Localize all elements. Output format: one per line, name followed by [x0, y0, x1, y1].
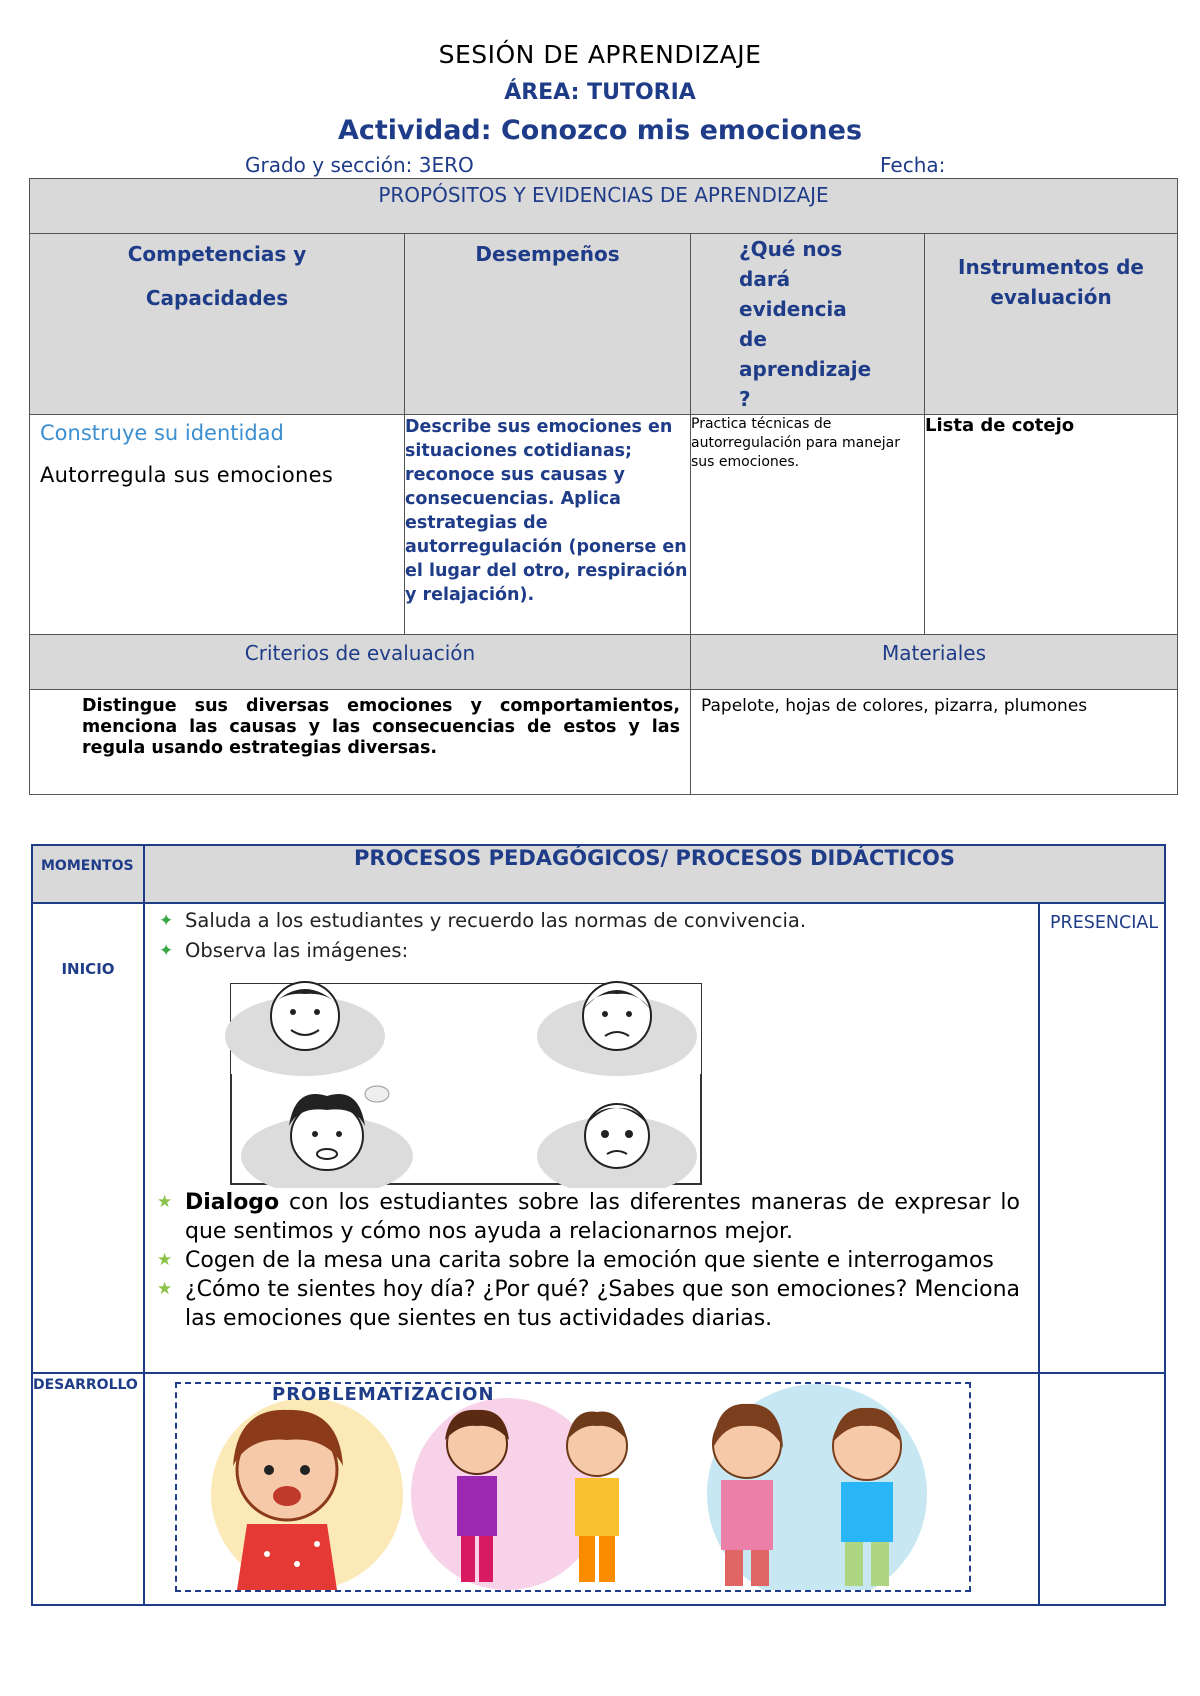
- criteria-header: Criterios de evaluación: [30, 635, 691, 690]
- instrument-text: Lista de cotejo: [925, 415, 1178, 635]
- session-title: SESIÓN DE APRENDIZAJE: [438, 40, 762, 69]
- inicio-activities: [145, 1188, 1020, 1333]
- emotion-faces-illustration: [207, 976, 735, 1188]
- moments-header: MOMENTOS: [32, 845, 144, 903]
- star-bullet-icon: ✦: [159, 911, 174, 931]
- process-table: [31, 844, 1166, 1606]
- activity-title: Actividad: Conozco mis emociones: [337, 115, 863, 146]
- purposes-title: PROPÓSITOS Y EVIDENCIAS DE APRENDIZAJE: [30, 179, 1178, 234]
- problematization-heading: PROBLEMATIZACION: [272, 1384, 495, 1405]
- criteria-text: Distingue sus diversas emociones y comportamientos, menciona las causas y las consecuencias de estos y las regula usando estrategias diversas.: [30, 690, 691, 795]
- evidence-header: ¿Qué nos dará evidencia de aprendizaje ?: [691, 234, 925, 415]
- grade-section: Grado y sección: 3ERO: [245, 153, 474, 177]
- conflict-children-image: [175, 1382, 971, 1592]
- materials-header: Materiales: [691, 635, 1178, 690]
- competency-cell: [30, 415, 405, 635]
- inicio-steps: [145, 906, 1038, 966]
- instruments-header: Instrumentos de evaluación: [925, 234, 1178, 415]
- angry-face-icon: [241, 1086, 413, 1188]
- modality-text: PRESENCIAL: [1039, 903, 1165, 1373]
- list-item: ★ Dialogo con los estudiantes sobre las diferentes maneras de expresar lo que sentimos y cómo nos ayuda a relacionarnos mejor.: [157, 1190, 1020, 1244]
- list-item: ✦ Observa las imágenes:: [145, 936, 1038, 966]
- emotion-faces-image: [207, 976, 735, 1188]
- competencies-header-line2: Capacidades: [145, 286, 289, 310]
- star-bullet-icon: ★: [157, 1279, 173, 1299]
- performance-text: Describe sus emociones en situaciones cotidianas; reconoce sus causas y consecuencias. Aplica estrategias de autorregulación (ponerse en el lugar del otro, respiración y relajación).: [405, 415, 691, 635]
- list-item: ✦ Saluda a los estudiantes y recuerdo las normas de convivencia.: [145, 906, 1038, 936]
- competencies-header: [30, 234, 405, 415]
- date-label: Fecha:: [880, 153, 946, 177]
- star-bullet-icon: ✦: [159, 941, 174, 961]
- desarrollo-label: DESARROLLO: [32, 1373, 144, 1605]
- list-item: ★ ¿Cómo te sientes hoy día? ¿Por qué? ¿Sabes que son emociones? Menciona las emociones que sientes en tus actividades diarias.: [157, 1277, 1020, 1331]
- evidence-text: Practica técnicas de autorregulación para manejar sus emociones.: [691, 415, 925, 635]
- area-title: ÁREA: TUTORIA: [504, 80, 696, 105]
- capacity-name: Autorregula sus emociones: [40, 463, 334, 487]
- star-bullet-icon: ★: [157, 1192, 173, 1212]
- star-bullet-icon: ★: [157, 1250, 173, 1270]
- children-emotions-illustration: [177, 1384, 969, 1590]
- processes-header: PROCESOS PEDAGÓGICOS/ PROCESOS DIDÁCTICOS: [144, 845, 1165, 903]
- scared-face-icon: [537, 1104, 697, 1188]
- angry-girl-icon: [233, 1410, 343, 1590]
- purposes-table: [29, 178, 1178, 795]
- competency-name: Construye su identidad: [40, 421, 284, 445]
- desarrollo-modality: [1039, 1373, 1165, 1605]
- list-item: ★ Cogen de la mesa una carita sobre la emoción que siente e interrogamos: [157, 1248, 994, 1273]
- competencies-header-line1: Competencias y: [127, 242, 307, 266]
- desarrollo-content: [144, 1373, 1039, 1605]
- performances-header: Desempeños: [405, 234, 691, 415]
- inicio-content: [144, 903, 1039, 1373]
- materials-text: Papelote, hojas de colores, pizarra, plumones: [691, 690, 1178, 795]
- inicio-label: INICIO: [32, 903, 144, 1373]
